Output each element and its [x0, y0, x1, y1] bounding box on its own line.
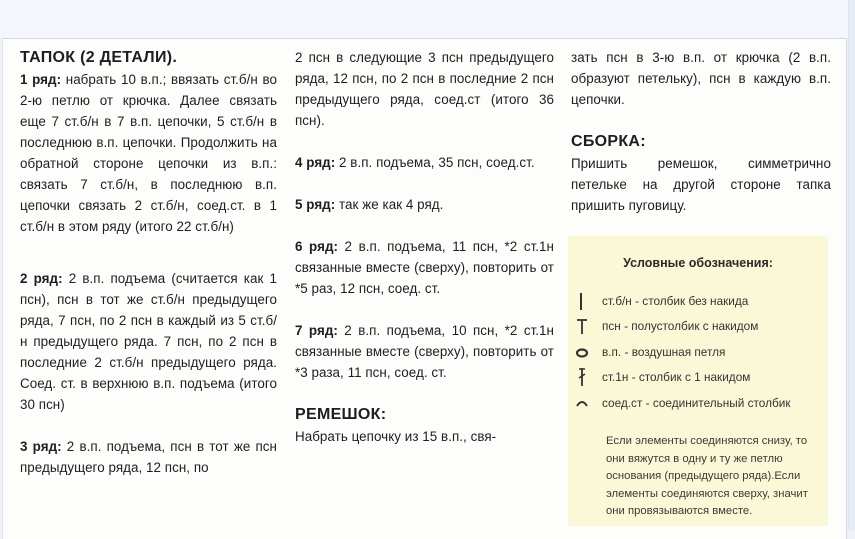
- strap-instructions: Набрать цепочку из 15 в.п., свя-: [295, 429, 497, 444]
- legend-item: [576, 288, 826, 314]
- row-instruction-1: [20, 69, 277, 237]
- row-text: 2 в.п. подъема, 11 псн, *2 ст.1н связанные вместе (сверху), повторить от *5 раз, 12 псн, соед. ст.: [295, 239, 554, 296]
- section-title-slipper: ТАПОК (2 ДЕТАЛИ).: [20, 49, 178, 66]
- row-label: 5 ряд:: [295, 197, 336, 212]
- strap-continuation: зать псн в 3-ю в.п. от крючка (2 в.п. образуют петельку), псн в каждую в.п. цепочки.: [571, 50, 831, 107]
- assembly-instructions: Пришить ремешок, симметрично петельке на другой стороне тапка пришить пуговицу.: [571, 156, 831, 213]
- legend-item-text: псн - полустолбик с накидом: [602, 319, 759, 334]
- legend-list: [576, 288, 826, 416]
- legend-item: [576, 365, 826, 391]
- section-title-strap: РЕМЕШОК:: [295, 406, 387, 423]
- row-text: 2 в.п. подъема, 10 псн, *2 ст.1н связанные вместе (сверху), повторить от *3 раза, 11 псн, соед. ст.: [295, 323, 554, 380]
- row-label: 6 ряд:: [295, 239, 339, 254]
- row-label: 7 ряд:: [295, 323, 338, 338]
- row-text: набрать 10 в.п.; ввязать ст.б/н во 2-ю петлю от крючка. Далее связать еще 7 ст.б/н в 7 в.п. цепочки, 5 ст.б/н в последнюю в.п. цепочки. Продолжить на обратной стороне цепочки из в.п.: связать 7 ст.б/н, в последнюю в.п. цепочки связать 2 ст.б/н, соед.ст. в 1 ст.б/н в этом ряду (итого 22 ст.б/н): [20, 72, 277, 234]
- row-label: 1 ряд:: [20, 72, 62, 87]
- row-label: 2 ряд:: [20, 271, 63, 286]
- row-3-continuation: 2 псн в следующие 3 псн предыдущего ряда, 12 псн, по 2 псн в последние 2 псн предыдущего ряда, соед.ст (итого 36 псн).: [295, 50, 554, 128]
- row-instruction-2: [20, 268, 277, 415]
- row-instruction-4: [295, 152, 554, 173]
- pattern-page: [2, 38, 847, 539]
- half-double-crochet-symbol-icon: [576, 316, 602, 336]
- row-text: 2 в.п. подъема, 35 псн, соед.ст.: [335, 155, 535, 170]
- double-crochet-symbol-icon: [576, 366, 602, 388]
- row-text: так же как 4 ряд.: [335, 197, 444, 212]
- legend-item: [576, 314, 826, 340]
- row-text: 2 в.п. подъема, псн в тот же псн предыдущего ряда, 12 псн, по: [20, 439, 277, 475]
- column-1: [20, 47, 277, 478]
- legend-item-text: ст.1н - столбик с 1 накидом: [602, 370, 751, 385]
- legend-note: Если элементы соединяются снизу, то они вяжутся в одну и ту же петлю основания (предыдущего ряда).Если элементы соединяются сверху, значит они провязываются вместе.: [606, 435, 808, 517]
- row-instruction-6: [295, 236, 554, 299]
- legend-item-text: соед.ст - соединительный столбик: [602, 395, 791, 410]
- column-2: [295, 47, 554, 447]
- row-instruction-7: [295, 320, 554, 383]
- column-3: [571, 47, 831, 216]
- legend-item: [576, 339, 826, 365]
- section-title-assembly: СБОРКА:: [571, 133, 646, 150]
- legend-title: Условные обозначения:: [623, 256, 773, 270]
- legend-item-text: в.п. - воздушная петля: [602, 344, 726, 359]
- row-label: 4 ряд:: [295, 155, 336, 170]
- legend-item: [576, 390, 826, 416]
- row-text: 2 в.п. подъема (считается как 1 псн), псн в тот же ст.б/н предыдущего ряда, 7 псн, по 2 псн в каждый из 5 ст.б/н предыдущего ряда. 7 псн, по 2 псн в последние 2 ст.б/н предыдущего ряда. Соед. ст. в верхнюю в.п. подъема (итого 30 псн): [20, 271, 277, 412]
- symbol-legend: [568, 236, 828, 526]
- slip-stitch-symbol-icon: [576, 393, 602, 413]
- legend-item-text: ст.б/н - столбик без накида: [602, 293, 749, 308]
- chain-stitch-symbol-icon: [576, 342, 602, 362]
- top-margin: [0, 0, 855, 38]
- right-scroll-margin: [848, 0, 855, 530]
- single-crochet-symbol-icon: [576, 291, 602, 311]
- row-label: 3 ряд:: [20, 439, 62, 454]
- row-instruction-5: [295, 194, 554, 215]
- row-instruction-3: [20, 436, 277, 478]
